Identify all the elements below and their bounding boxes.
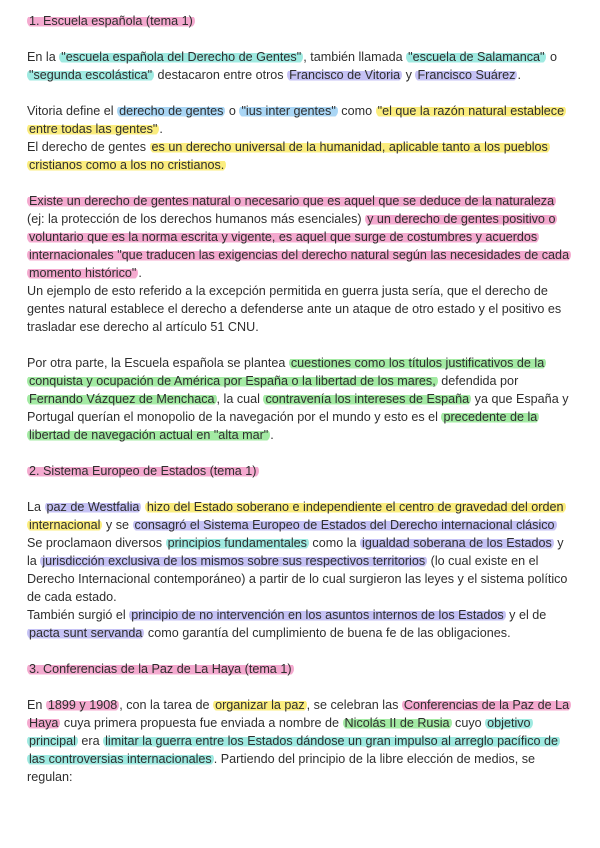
paragraph xyxy=(27,498,575,642)
highlighted-text: pacta sunt servanda xyxy=(29,626,143,640)
text-run: . xyxy=(270,428,274,442)
spacer xyxy=(27,786,600,804)
highlighted-text: hizo del Estado soberano e independiente el centro de gravedad del orden internacional xyxy=(29,500,564,532)
highlighted-text: paz de Westfalia xyxy=(46,500,140,514)
highlighted-text: derecho de gentes xyxy=(119,104,224,118)
section-heading xyxy=(27,462,575,480)
section-heading-text: 2. Sistema Europeo de Estados (tema 1) xyxy=(29,464,257,478)
highlighted-text: Fernando Vázquez de Menchaca xyxy=(29,392,215,406)
text-run: defendida por xyxy=(437,374,519,388)
spacer xyxy=(27,84,600,102)
text-run: . xyxy=(138,266,142,280)
highlighted-text: "escuela de Salamanca" xyxy=(408,50,545,64)
text-run: como la xyxy=(308,536,361,550)
highlighted-text: contravenía los intereses de España xyxy=(265,392,470,406)
section-heading-text: 3. Conferencias de la Paz de La Haya (tema 1) xyxy=(29,662,292,676)
highlighted-text: limitar la guerra entre los Estados dándose un gran impulso al arreglo pacífico de las controversias internacionales xyxy=(29,734,559,766)
text-run: , con la tarea de xyxy=(119,698,214,712)
text-run: En la xyxy=(27,50,60,64)
highlighted-text: "escuela española del Derecho de Gentes" xyxy=(61,50,302,64)
spacer xyxy=(27,336,600,354)
text-run: destacaron entre otros xyxy=(154,68,288,82)
highlighted-text: jurisdicción exclusiva de los mismos sobre sus respectivos territorios xyxy=(42,554,426,568)
text-run: ya que España y Portugal querían el monopolio de la navegación por el mundo y esto es el xyxy=(27,392,569,424)
spacer xyxy=(27,30,600,48)
highlighted-text: consagró el Sistema Europeo de Estados del Derecho internacional clásico xyxy=(134,518,555,532)
text-run: Un ejemplo de esto referido a la excepción permitida en guerra justa sería, que el derecho de gentes natural establece el derecho a defenderse ante un ataque de otro estado y el positivo es trasladar ese derecho al artículo 51 CNU. xyxy=(27,284,562,334)
highlighted-text: organizar la paz xyxy=(215,698,305,712)
section-heading xyxy=(27,12,575,30)
text-run: Vitoria define el xyxy=(27,104,118,118)
highlighted-text: cuestiones como los títulos justificativos de la conquista y ocupación de América por España o la libertad de los mares, xyxy=(29,356,545,388)
highlighted-text: principios fundamentales xyxy=(167,536,307,550)
text-run: y xyxy=(402,68,416,82)
text-run: o xyxy=(546,50,557,64)
text-run: . xyxy=(517,68,521,82)
highlighted-text: Existe un derecho de gentes natural o necesario que es aquel que se deduce de la naturaleza xyxy=(29,194,555,208)
text-run: En xyxy=(27,698,46,712)
highlighted-text: Francisco Suárez xyxy=(417,68,516,82)
text-run: , se celebran las xyxy=(306,698,402,712)
highlighted-text: 1899 y 1908 xyxy=(47,698,118,712)
spacer xyxy=(27,444,600,462)
highlighted-text: "segunda escolástica" xyxy=(29,68,153,82)
highlighted-text: precedente de la libertad de navegación actual en "alta mar" xyxy=(29,410,538,442)
highlighted-text: "el que la razón natural establece entre todas las gentes" xyxy=(29,104,565,136)
text-run: y se xyxy=(102,518,133,532)
highlighted-text: Francisco de Vitoria xyxy=(289,68,401,82)
spacer xyxy=(27,678,600,696)
paragraph xyxy=(27,354,575,444)
highlighted-text: y un derecho de gentes positivo o voluntario que es la norma escrita y vigente, es aquel que surge de costumbres y acuerdos internacionales "que traducen las exigencias del derecho natural según las necesidades de cada momento histórico" xyxy=(29,212,570,280)
text-run: . xyxy=(159,122,163,136)
text-run: El derecho de gentes xyxy=(27,140,150,154)
text-run: , también llamada xyxy=(303,50,407,64)
text-run: era xyxy=(77,734,104,748)
text-run: También surgió el xyxy=(27,608,130,622)
text-run: como xyxy=(337,104,376,118)
highlighted-text: es un derecho universal de la humanidad, aplicable tanto a los pueblos cristianos como a los no cristianos. xyxy=(29,140,548,172)
spacer xyxy=(27,642,600,660)
section-heading-text: 1. Escuela española (tema 1) xyxy=(29,14,193,28)
paragraph xyxy=(27,102,575,174)
text-run: La xyxy=(27,500,45,514)
text-run: cuya primera propuesta fue enviada a nombre de xyxy=(60,716,343,730)
highlighted-text: Nicolás II de Rusia xyxy=(344,716,450,730)
highlighted-text: "ius inter gentes" xyxy=(241,104,336,118)
highlighted-text: principio de no intervención en los asuntos internos de los Estados xyxy=(131,608,504,622)
text-run: Por otra parte, la Escuela española se plantea xyxy=(27,356,289,370)
text-run: y la xyxy=(27,536,564,568)
spacer xyxy=(27,174,600,192)
paragraph xyxy=(27,696,575,786)
text-run: y el de xyxy=(505,608,547,622)
text-run: o xyxy=(225,104,240,118)
paragraph xyxy=(27,192,575,336)
text-run: (ej: la protección de los derechos humanos más esenciales) xyxy=(27,212,366,226)
highlighted-text: igualdad soberana de los Estados xyxy=(362,536,552,550)
highlighted-text: objetivo principal xyxy=(29,716,531,748)
highlighted-text: Conferencias de la Paz de La Haya xyxy=(29,698,570,730)
paragraph xyxy=(27,48,575,84)
text-run: , la cual xyxy=(216,392,264,406)
text-run: cuyo xyxy=(451,716,486,730)
text-run: (lo cual existe en el Derecho Internacional contemporáneo) a partir de lo cual surgieron las leyes y el sistema político de cada estado. xyxy=(27,554,568,604)
section-heading xyxy=(27,660,575,678)
text-run: . Partiendo del principio de la libre elección de medios, se regulan: xyxy=(27,752,536,784)
text-run: Se proclamaon diversos xyxy=(27,536,166,550)
text-run: como garantía del cumplimiento de buena fe de las obligaciones. xyxy=(144,626,511,640)
spacer xyxy=(27,480,600,498)
